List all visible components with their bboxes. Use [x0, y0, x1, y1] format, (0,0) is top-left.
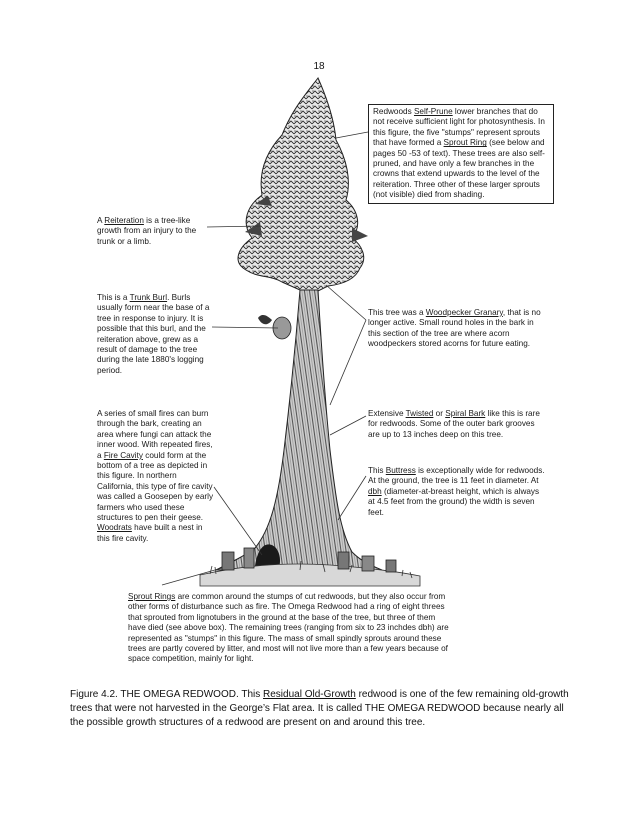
annotation-trunk-burl: This is a Trunk Burl. Burls usually form near the base of a tree in response to injury. It is possible that this burl, and the reiteration above, grew as a result of damage to the tree during the late 1880's logging period.	[97, 293, 210, 375]
annotation-self-prune: Redwoods Self-Prune lower branches that do not receive sufficient light for photosynthesis. In this figure, the five "stumps" represent sprouts that have formed a Sprout Ring (see below and pages 50 -53 of text). These trees are also self-pruned, and have only a few branches in the crowns that extend upwards to the level of the reiteration. Three other of these larger sprouts (not visible) died from shading.	[368, 104, 554, 204]
annotation-buttress: This Buttress is exceptionally wide for redwoods. At the ground, the tree is 11 feet in diameter. At dbh (diameter-at-breast height, which is always at 4.5 feet from the ground) the width is seven feet.	[368, 466, 545, 517]
annotation-spiral-bark: Extensive Twisted or Spiral Bark like this is rare for redwoods. Some of the outer bark grooves are up to 13 inches deep on this tree.	[368, 409, 540, 439]
term-woodpecker-granary: Woodpecker Granary	[425, 308, 503, 317]
annotation-reiteration: A Reiteration is a tree-like growth from an injury to the trunk or a limb.	[97, 216, 197, 246]
term-buttress: Buttress	[385, 466, 416, 475]
term-dbh: dbh	[368, 486, 382, 496]
tree-trunk	[216, 290, 382, 570]
reiteration-branch	[258, 315, 272, 324]
annotation-fire-cavity: A series of small fires can burn through the bark, creating an area where fungi can attack the inner wood. With repeated fires, a Fire Cavity could form at the bottom of a tree as depicted in this figure. In northern California, this type of fire cavity was called a Goosepen by early farmers who used these structures to pen their geese. Woodrats have built a nest in this fire cavity.	[97, 409, 214, 543]
term-trunk-burl: Trunk Burl	[129, 293, 168, 302]
page-number: 18	[313, 61, 325, 72]
term-woodrats: Woodrats	[97, 523, 132, 533]
term-self-prune: Self-Prune	[413, 107, 453, 116]
term-sprout-ring: Sprout Ring	[443, 138, 487, 148]
term-reiteration: Reiteration	[104, 216, 144, 225]
term-sprout-rings: Sprout Rings	[128, 592, 176, 601]
annotation-sprout-rings: Sprout Rings are common around the stumps of cut redwoods, but they also occur from other forms of disturbance such as fire. The Omega Redwood had a ring of eight threes that sprouted from lignotubers in the ground at the base of the tree, but three of them have died (see above box). The remaining trees (ranging from six to 23 inchdes dbh) are represented as "stumps" in this figure. The mass of small spindly sprouts around these trees are partly covered by litter, and most will not live more than a few years because of space competition, mainly for light.	[128, 592, 449, 664]
term-twisted: Twisted	[405, 409, 434, 418]
tree-crown	[238, 78, 368, 292]
term-residual-old-growth: Residual Old-Growth	[263, 689, 356, 700]
figure-caption: Figure 4.2. THE OMEGA REDWOOD. This Residual Old-Growth redwood is one of the few remaining old-growth trees that were not harvested in the George’s Flat area. It is called THE OMEGA REDWOOD because nearly all the possible growth structures of a redwood are present on and around this tree.	[70, 689, 569, 728]
annotation-woodpecker-granary: This tree was a Woodpecker Granary, that is no longer active. Small round holes in the bark in this section of the tree are where acorn woodpeckers stored acorns for future eating.	[368, 308, 541, 349]
term-fire-cavity: Fire Cavity	[103, 450, 143, 460]
term-spiral-bark: Spiral Bark	[445, 409, 486, 418]
